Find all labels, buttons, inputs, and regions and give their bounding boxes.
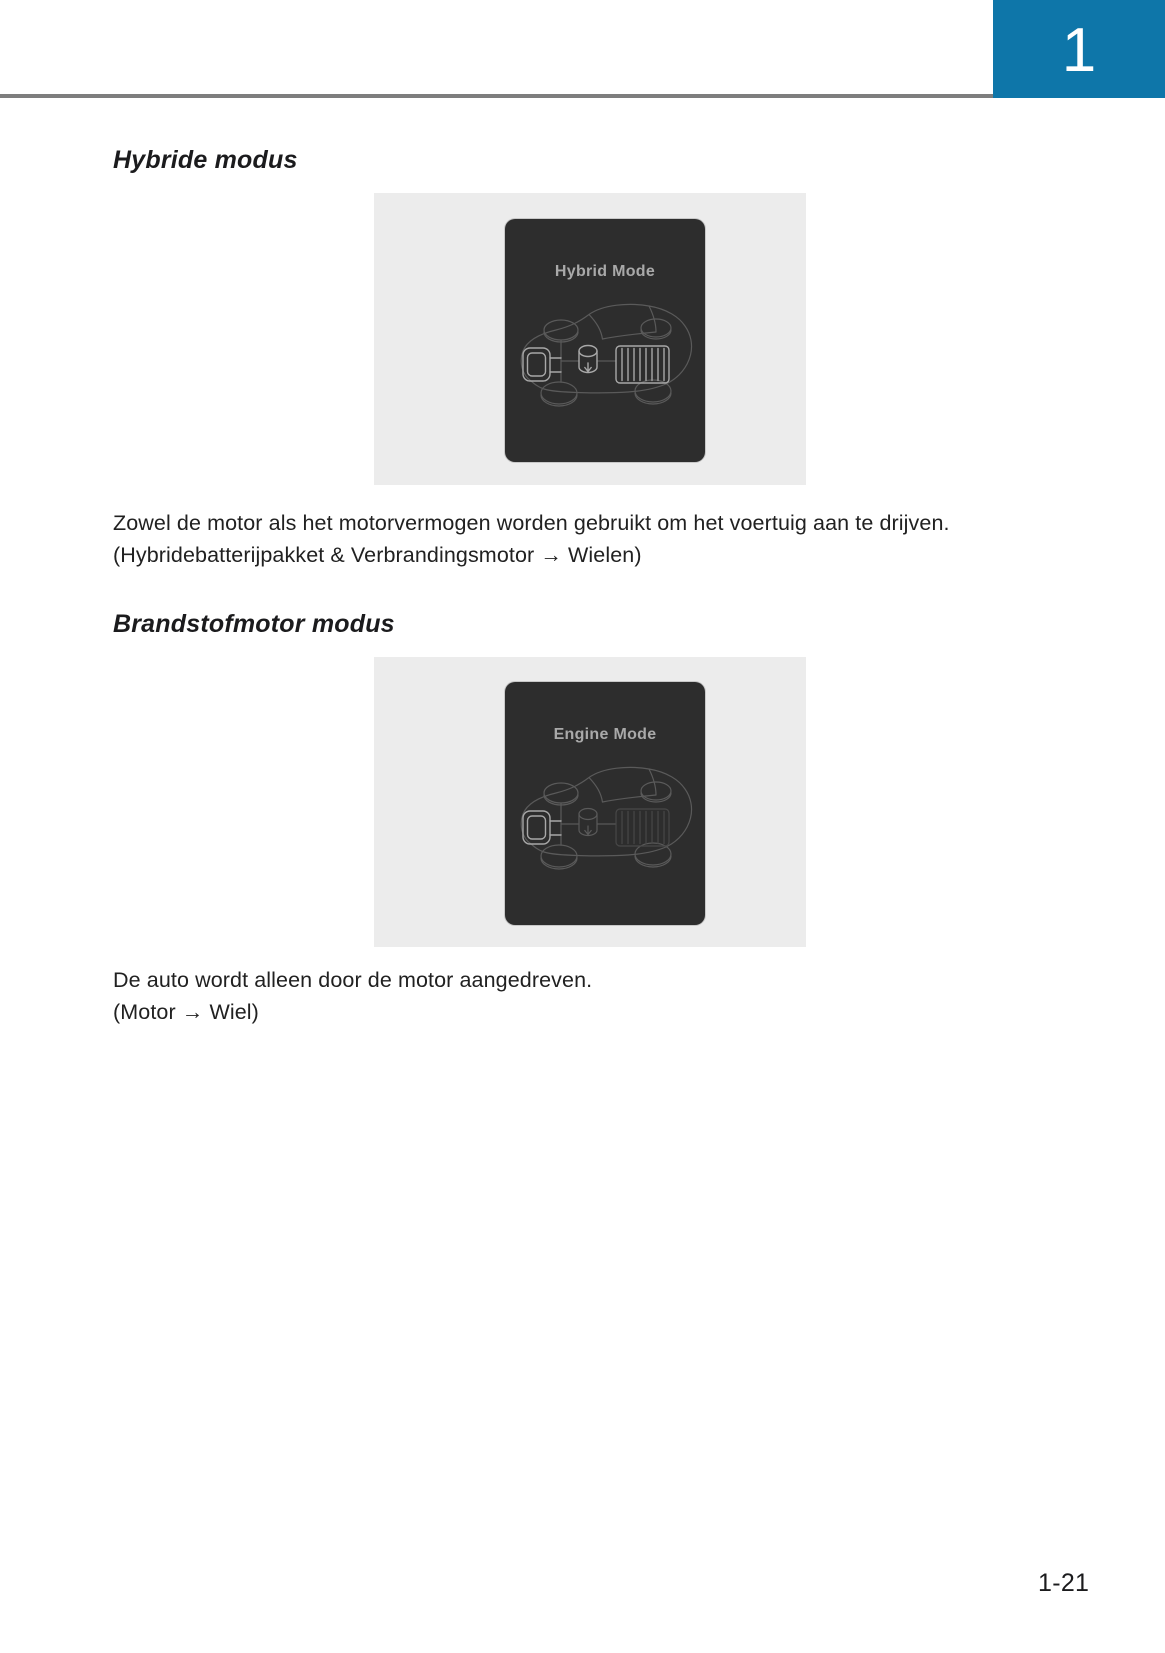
- engine-icon: [523, 348, 561, 381]
- section-heading-brandstofmotor-modus: Brandstofmotor modus: [113, 610, 395, 638]
- battery-icon: [616, 809, 669, 846]
- screen-title: Hybrid Mode: [554, 263, 656, 280]
- page-number: 1-21: [1038, 1569, 1090, 1597]
- motor-icon: [579, 346, 597, 373]
- motor-icon: [579, 809, 597, 836]
- driveline: [561, 340, 616, 382]
- cluster-screen: [505, 219, 705, 462]
- section-heading-hybride-modus: Hybride modus: [113, 146, 298, 174]
- car-powertrain-illustration: [510, 762, 700, 887]
- figure-engine-mode: [374, 657, 806, 947]
- battery-icon: [616, 346, 669, 383]
- figure-hybrid-mode: [374, 193, 806, 485]
- cluster-screen: [505, 682, 705, 925]
- engine-icon: [523, 811, 561, 844]
- car-powertrain-illustration: [510, 299, 700, 424]
- chapter-number: 1: [1061, 16, 1097, 85]
- body-text-line: (Hybridebatterijpakket & Verbrandingsmotor → Wielen): [113, 543, 642, 567]
- screen-title: Engine Mode: [553, 726, 657, 743]
- body-text-line: Zowel de motor als het motorvermogen worden gebruikt om het voertuig aan te drijven.: [113, 511, 950, 535]
- body-text-line: De auto wordt alleen door de motor aangedreven.: [113, 968, 593, 992]
- header-rule: [0, 94, 993, 98]
- driveline: [561, 803, 616, 845]
- body-text-line: (Motor → Wiel): [113, 1000, 259, 1024]
- chapter-tab: [993, 0, 1165, 98]
